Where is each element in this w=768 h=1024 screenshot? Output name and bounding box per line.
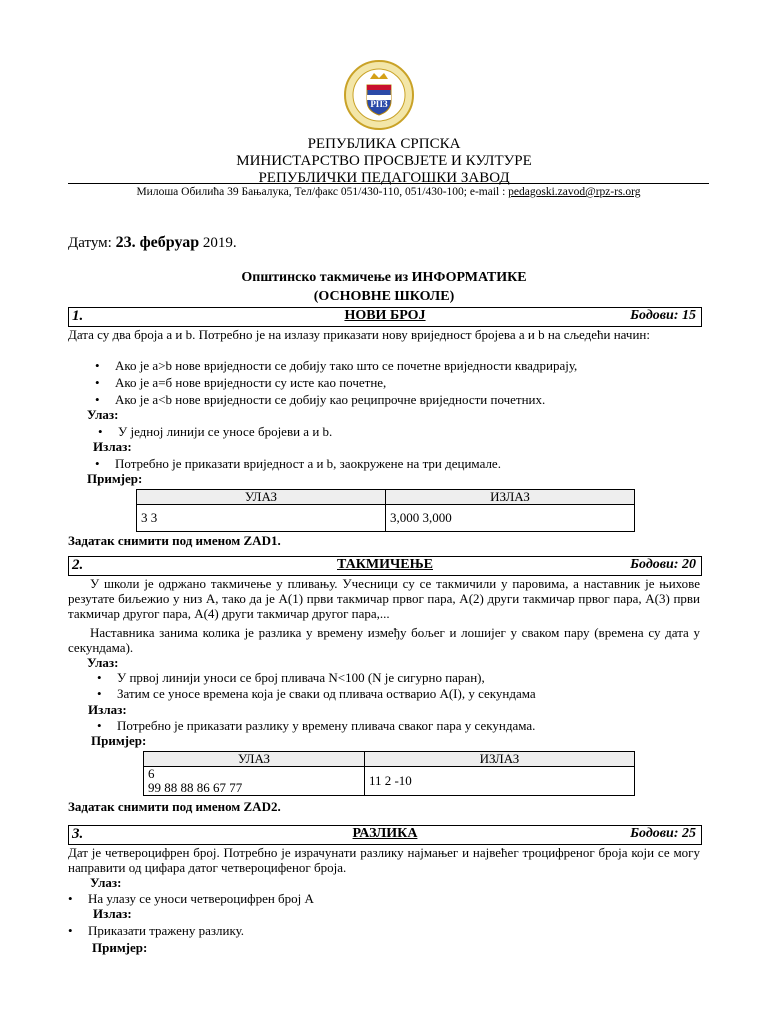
header-line-ministry: МИНИСТАРСТВО ПРОСВЈЕТЕ И КУЛТУРЕ: [236, 153, 532, 169]
task-2-intro: У школи је одржано такмичење у пливању. Учесници су се такмичили у паровима, а наставник је њихове резутате биљежио у низ A, тако да је A(1) први такмичар првог пара, A(2) други такмичар првог пара, A(3) први такмичар другог пара, A(4) други такмичар другог пара,...: [68, 576, 700, 621]
task-name: ТАКМИЧЕЊЕ: [337, 557, 433, 572]
date-label: Датум:: [68, 235, 116, 251]
task-name: РАЗЛИКА: [352, 826, 418, 841]
task-3-output-label: Излаз:: [93, 906, 132, 921]
task-2-header: [68, 556, 702, 576]
task-2-output-item: • Потребно је приказати разлику у времену пливача сваког пара у секундама.: [117, 718, 535, 733]
emblem-letters: РПЗ: [370, 99, 388, 109]
task-2-input-item: • У првој линији уноси се број пливача N<100 (N је сигурно паран),: [117, 670, 485, 685]
task-points: Бодови: 15: [630, 308, 696, 323]
example-in-header: УЛАЗ: [137, 490, 386, 505]
task-2-example-label: Примјер:: [91, 733, 147, 748]
task-name: НОВИ БРОЈ: [344, 308, 426, 323]
task-2-intro-2: Наставника занима колика је разлика у времену између бољег и лошијег у сваком пару (времена су дата у секундама).: [68, 625, 700, 655]
task-2-input-item: • Затим се уносе времена која је сваки од пливача остварио A(I), у секундама: [117, 686, 536, 701]
institution-header: [0, 136, 768, 187]
example-in-cell: [144, 767, 365, 796]
task-3-input-label: Улаз:: [90, 875, 122, 890]
example-in-header: УЛАЗ: [144, 752, 365, 767]
task-1-input-item: • У једној линији се уносе бројеви a и b.: [118, 424, 332, 439]
task-3-intro: Дат је четвероцифрен број. Потребно је израчунати разлику најмањег и највећег троцифреног броја који се могу направити од цифара датог четвероцифеног броја.: [68, 845, 700, 875]
header-line-republic: РЕПУБЛИКА СРПСКА: [307, 136, 461, 152]
example-in-line: 6: [148, 766, 155, 781]
title-line-1: Општинско такмичење из ИНФОРМАТИКЕ: [241, 270, 527, 285]
task-number: 3.: [72, 826, 84, 842]
task-number: 2.: [72, 557, 84, 573]
task-1-example-label: Примјер:: [87, 471, 143, 486]
task-1-intro: Дата су два броја a и b. Потребно је на излазу приказати нову вриједност бројева a и b на сљедећи начин:: [68, 327, 650, 342]
competition-title: [0, 268, 768, 306]
task-number: 1.: [72, 308, 84, 324]
example-out-header: ИЗЛАЗ: [386, 490, 635, 505]
task-1-header: [68, 307, 702, 327]
task-1-example-table: [136, 489, 635, 532]
header-line-institute: РЕПУБЛИЧКИ ПЕДАГОШКИ ЗАВОД: [258, 170, 510, 186]
task-2-output-label: Излаз:: [88, 702, 127, 717]
date-value: 23. фебруар: [115, 234, 200, 251]
example-in-line: 99 88 88 86 67 77: [148, 780, 243, 795]
task-2-input-label: Улаз:: [87, 655, 119, 670]
date-year: 2019.: [199, 235, 237, 251]
contact-line: [68, 183, 709, 198]
task-3-header: [68, 825, 702, 845]
example-out-cell: 11 2 -10: [364, 767, 634, 796]
example-out-header: ИЗЛАЗ: [364, 752, 634, 767]
task-1-save-note: Задатак снимити под именом ZAD1.: [68, 533, 281, 548]
task-1-rule: • Ако је a=б нове вриједности су исте као почетне,: [115, 375, 386, 390]
task-2-save-note: Задатак снимити под именом ZAD2.: [68, 799, 281, 814]
date-line: [68, 234, 237, 252]
task-3-output-item: • Приказати тражену разлику.: [88, 923, 244, 938]
task-3-example-label: Примјер:: [92, 940, 148, 955]
task-3-input-item: • На улазу се уноси четвероцифрен број A: [88, 891, 314, 906]
task-1-rule: • Ако је a<b нове вриједности се добију као реципрочне вриједности почетних.: [115, 392, 545, 407]
task-1-output-item: • Потребно је приказати вриједност a и b, заокружене на три децимале.: [115, 456, 501, 471]
task-1-output-label: Излаз:: [93, 439, 132, 454]
title-line-2: (ОСНОВНЕ ШКОЛЕ): [313, 289, 455, 304]
task-2-example-table: [143, 751, 635, 796]
task-1-input-label: Улаз:: [87, 407, 119, 422]
institution-emblem-icon: [343, 55, 415, 135]
contact-address: Милоша Обилића 39 Бањалука, Тел/факс 051/430-110, 051/430-100; e-mail :: [136, 186, 509, 198]
contact-email-link[interactable]: pedagoski.zavod@rpz-rs.org: [508, 186, 641, 198]
example-out-cell: 3,000 3,000: [386, 505, 635, 532]
task-points: Бодови: 20: [630, 557, 696, 572]
task-1-rule: • Ако је a>b нове вриједности се добију тако што се почетне вриједности квадрирају,: [115, 358, 577, 373]
example-in-cell: 3 3: [137, 505, 386, 532]
task-points: Бодови: 25: [630, 826, 696, 841]
